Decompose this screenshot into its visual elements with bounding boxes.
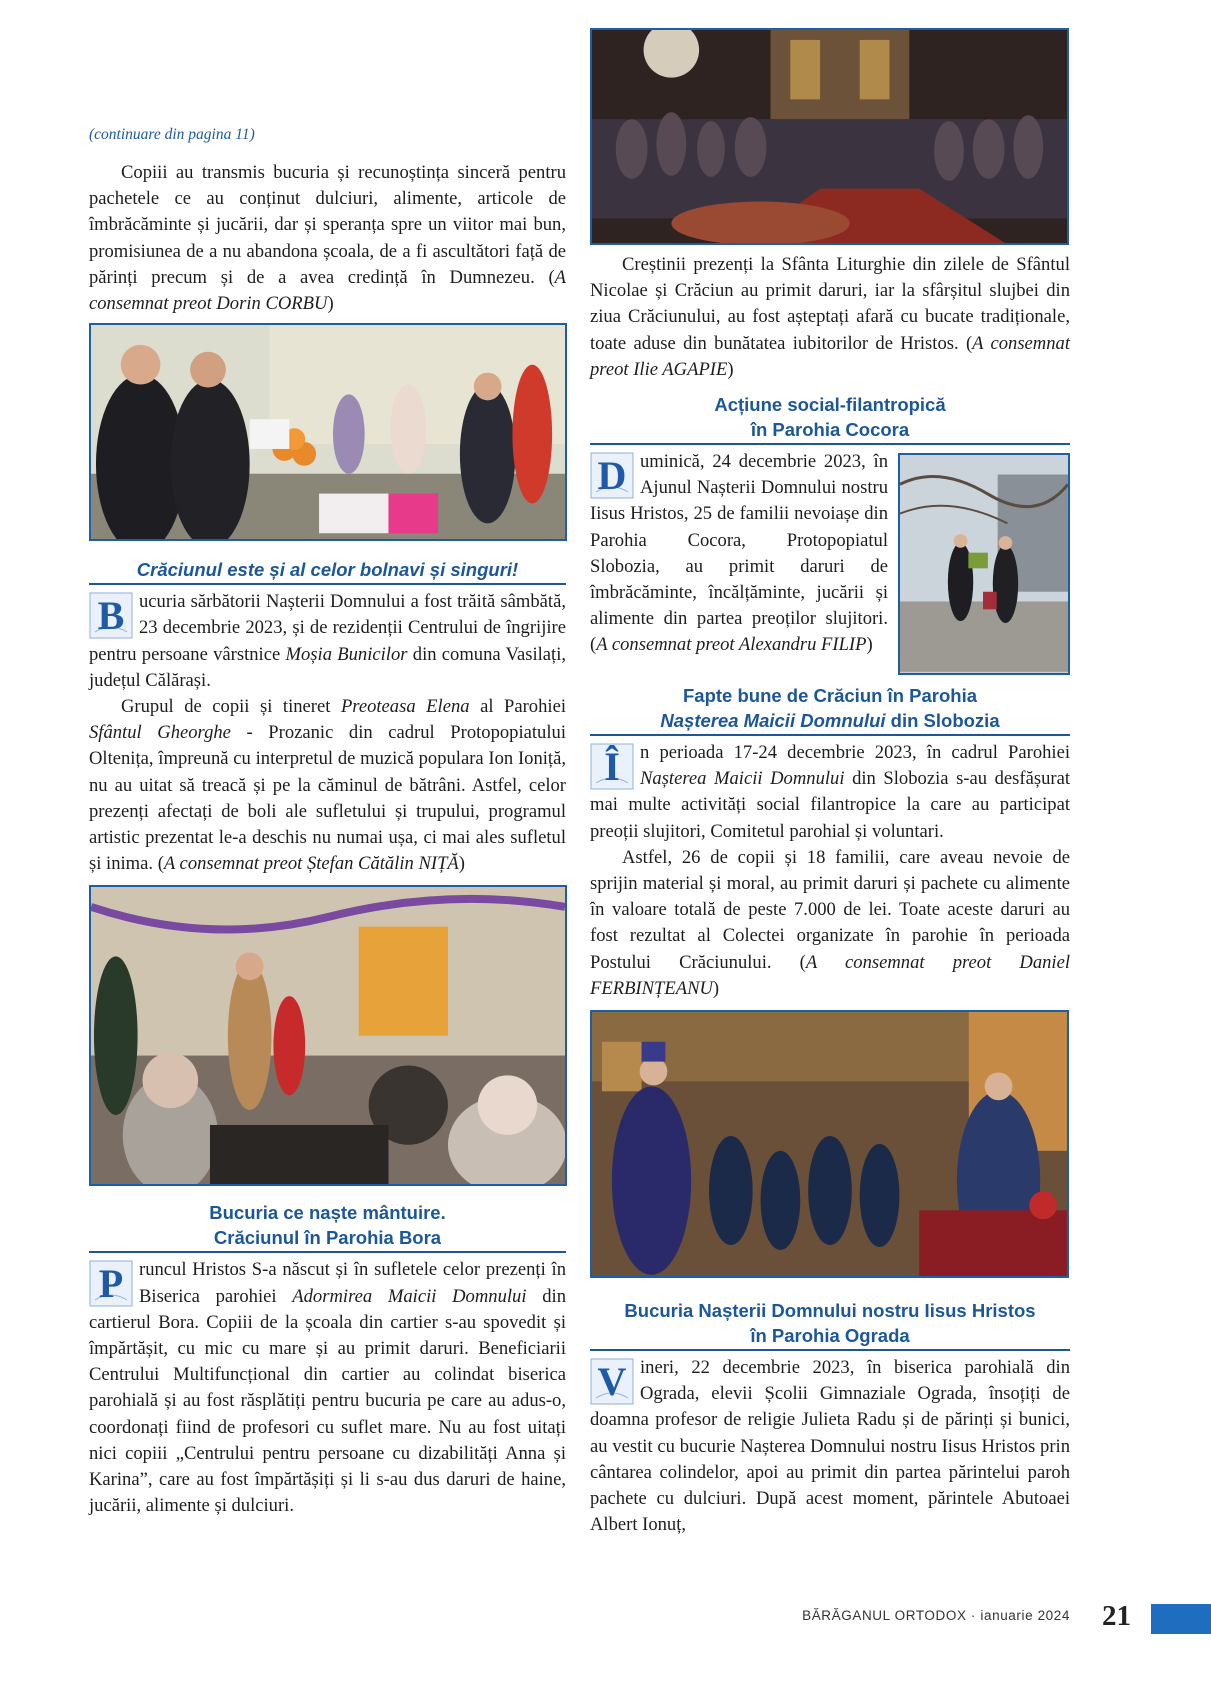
heading-ograda: Bucuria Nașterii Domnului nostru Iisus Hristos în Parohia Ograda: [590, 1298, 1070, 1351]
left-column: [89, 120, 566, 1519]
heading-bora: Bucuria ce naște mântuire. Crăciunul în Parohia Bora: [89, 1200, 566, 1253]
dropcap-p: P: [89, 1260, 133, 1307]
dropcap-i: Î: [590, 743, 634, 790]
paragraph-elderly-center: ucuria sărbătorii Nașterii Domnului a fost trăită sâmbătă, 23 decembrie 2023, și de rezidenții Centrului de îngrijire pentru persoane vârstnice Moșia Bunicilor din comuna Vasilați, județul Călărași.: [89, 591, 567, 691]
dropcap-b: B: [89, 592, 133, 639]
photo-church-liturgy: [590, 28, 1069, 245]
photo-cocora-priests: [898, 453, 1070, 675]
paragraph-liturgy-gifts: Creștinii prezenți la Sfânta Liturghie din zilele de Sfântul Nicolae și Crăciun au primit daruri, iar la sfârșitul slujbei din ziua Crăciunului, au fost așteptați afară cu bucate tradiționale, toate aduse din bunătatea iubitorilor de Hristos. (A consemnat preot Ilie AGAPIE): [590, 254, 1070, 380]
page-number: 21: [1102, 1600, 1131, 1632]
heading-sick-and-lonely: Crăciunul este și al celor bolnavi și singuri!: [89, 557, 566, 585]
page-footer: [0, 1602, 1211, 1634]
paragraph-children-gifts: Copiii au transmis bucuria și recunoștința sinceră pentru pachetele ce au conținut dulciuri, alimente, articole de îmbrăcăminte și jucării, dar și speranța spre un viitor mai bun, promisiunea de a nu abandona școala, de a fi ascultători față de părinți precum și de a avea credință în Dumnezeu. (A consemnat preot Dorin CORBU): [89, 162, 566, 315]
heading-slobozia: Fapte bune de Crăciun în Parohia Nașterea Maicii Domnului din Slobozia: [590, 683, 1070, 736]
paragraph-cocora: uminică, 24 decembrie 2023, în Ajunul Nașterii Domnului nostru Iisus Hristos, 25 de familii nevoiașe din Parohia Cocora, Protopopiatul Slobozia, au primit daruri de îmbrăcăminte, încălțăminte, jucării și alimente din partea preoților slujitori. (A consemnat preot Alexandru FILIP): [590, 451, 888, 656]
right-column: [590, 28, 1070, 1538]
continuation-note: (continuare din pagina 11): [89, 126, 255, 143]
photo-gift-distribution: [89, 323, 567, 541]
paragraph-ograda: ineri, 22 decembrie 2023, în biserica parohială din Ograda, elevii Școlii Gimnaziale Ograda, însoțiți de doamna profesor de religie Julieta Radu și de părinți și bunici, au vestit cu bucurie Nașterea Domnului nostru Iisus Hristos prin cântarea colindelor, apoi au primit din partea părintelui paroh pachete cu dulciuri. După acest moment, părintele Abutoaei Albert Ionuț,: [590, 1357, 1070, 1536]
dropcap-v: V: [590, 1358, 634, 1405]
footer-accent-bar: [1151, 1604, 1211, 1634]
dropcap-d: D: [590, 452, 634, 499]
photo-ograda-church: [590, 1010, 1069, 1278]
heading-cocora: Acțiune social-filantropică în Parohia Cocora: [590, 392, 1070, 445]
paragraph-youth-group: Grupul de copii și tineret Preoteasa Elena al Parohiei Sfântul Gheorghe - Prozanic din cadrul Protopopiatului Oltenița, împreună cu interpretul de muzică populara Ion Ioniță, nu au uitat să treacă și pe la căminul de bătrâni. Astfel, celor prezenți afectați de boli ale sufletului și trupului, programul artistic prezentat le-a deschis nu numai ușa, ci mai ales sufletul și inima. (A consemnat preot Ștefan Cătălin NIȚĂ): [89, 696, 566, 875]
publication-name: BĂRĂGANUL ORTODOX · ianuarie 2024: [802, 1608, 1070, 1623]
paragraph-slobozia-2: Astfel, 26 de copii și 18 familii, care aveau nevoie de sprijin material și moral, au primit daruri și pachete cu alimente în valoare totală de peste 7.000 de lei. Toate aceste daruri au fost rezultat al Colectei organizate în parohie în perioada Postului Crăciunului. (A consemnat preot Daniel FERBINȚEANU): [590, 846, 1071, 999]
paragraph-bora: runcul Hristos S-a născut și în sufletele celor prezenți în Biserica parohiei Adormirea Maicii Domnului din cartierul Bora. Copiii de la școala din cartier s-au spovedit și împărtășit, cu mic cu mare și au primit daruri. Beneficiarii Centrului Multifuncțional din cartier au colindat biserica parohială și au fost răsplătiți pentru bucuria pe care au adus-o, coordonați fiind de profesori cu suflet mare. Nu au fost uitați nici copiii „Centrului pentru persoane cu dizabilități Anna și Karina”, care au fost împărtășiți și li s-au dus daruri de haine, jucării, alimente și dulciuri.: [89, 1259, 566, 1517]
photo-elderly-program: [89, 885, 567, 1186]
paragraph-slobozia-1: n perioada 17-24 decembrie 2023, în cadrul Parohiei Nașterea Maicii Domnului din Slobozia s-au desfășurat mai multe activități social filantropice la care au participat preoții slujitori, Comitetul parohial și voluntari.: [590, 742, 1070, 842]
